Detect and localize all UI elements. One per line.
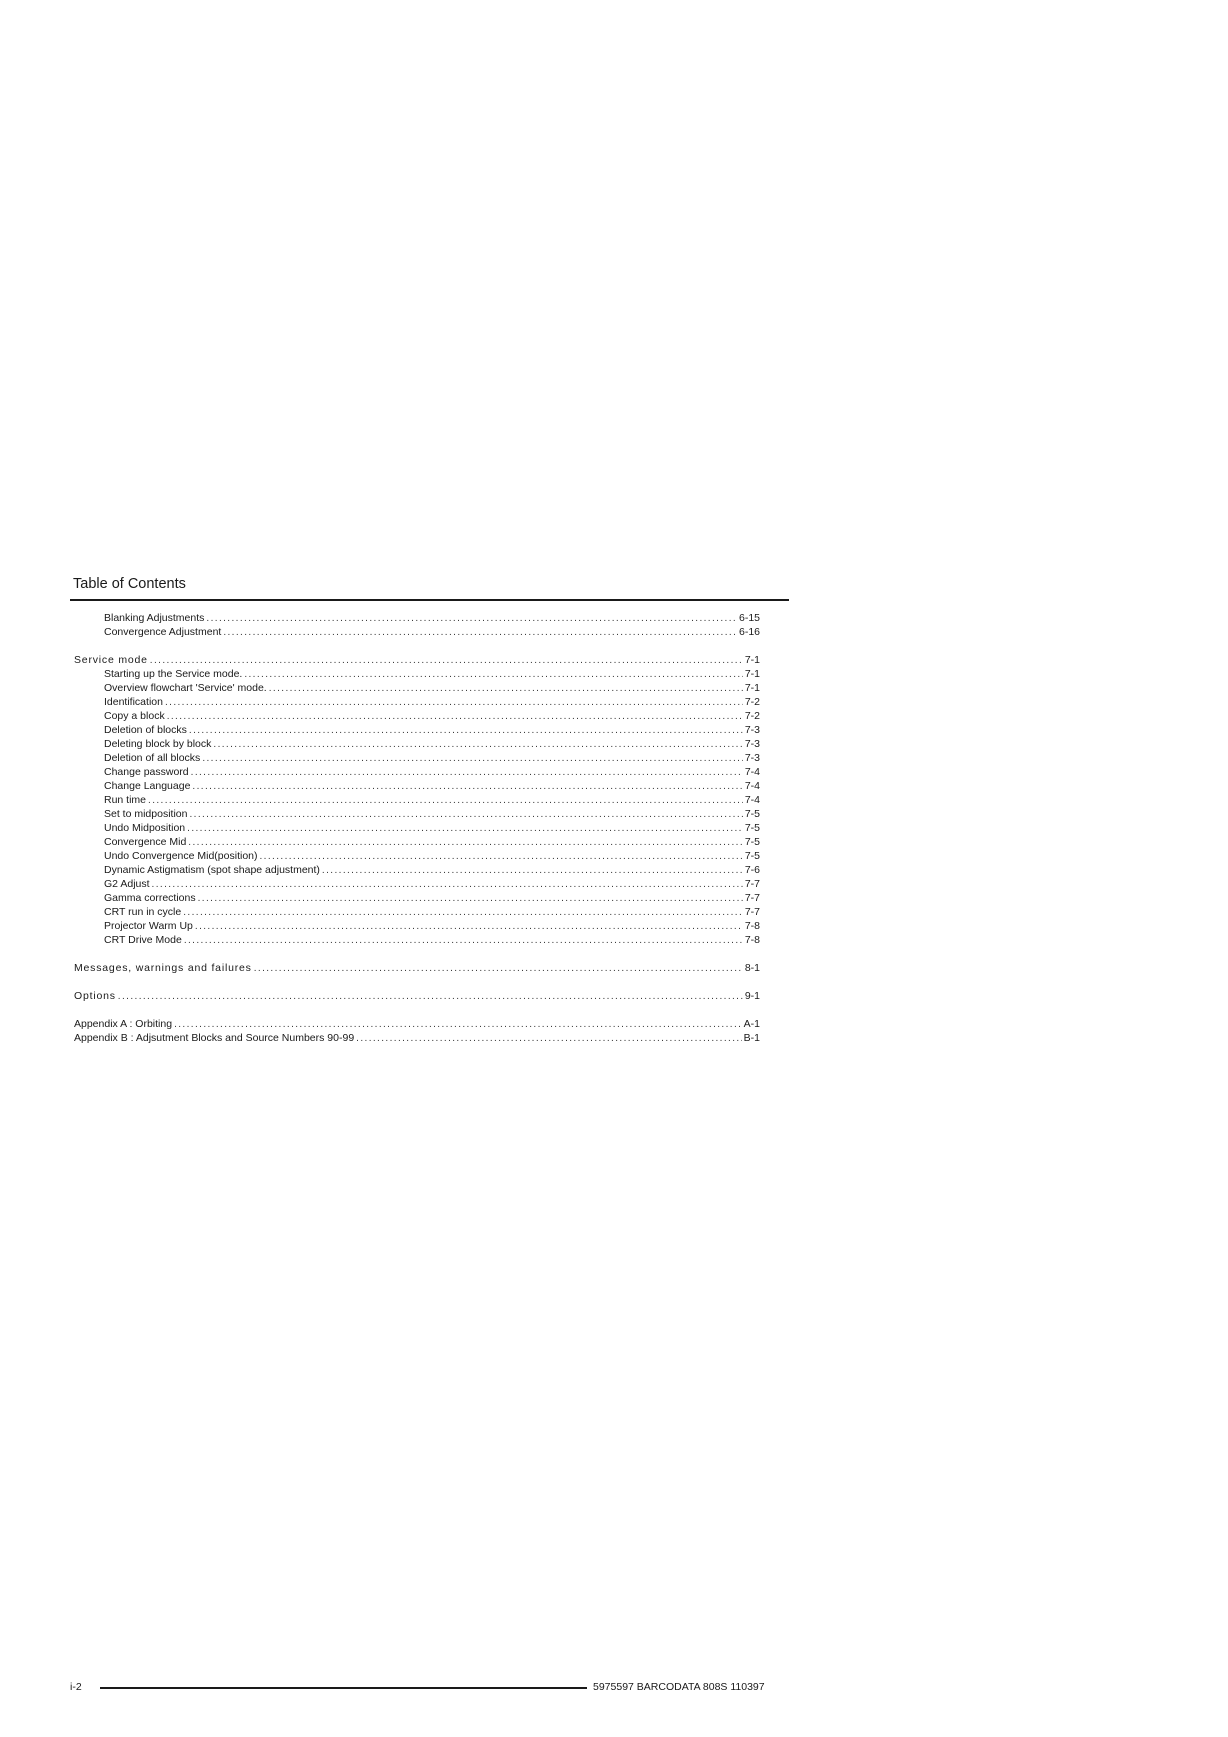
page-title: Table of Contents xyxy=(73,576,186,592)
toc-entry-leader xyxy=(189,724,743,737)
toc-entry[interactable] xyxy=(74,695,760,709)
toc-entry-label: CRT Drive Mode xyxy=(104,934,182,946)
toc-entry[interactable] xyxy=(74,989,760,1003)
toc-entry-leader xyxy=(167,710,743,723)
toc-entry-page: B-1 xyxy=(743,1032,760,1044)
toc-entry-leader xyxy=(183,906,743,919)
toc-entry[interactable] xyxy=(74,891,760,905)
toc-entry-label: Overview flowchart 'Service' mode. xyxy=(104,682,267,694)
toc-entry-leader xyxy=(192,780,742,793)
toc-entry-page: 7-4 xyxy=(744,794,760,806)
toc-entry-label: Gamma corrections xyxy=(104,892,196,904)
toc-entry[interactable] xyxy=(74,779,760,793)
footer-doc-id: 5975597 BARCODATA 808S 110397 xyxy=(593,1681,765,1693)
toc-entry-label: G2 Adjust xyxy=(104,878,150,890)
toc-entry-leader xyxy=(322,864,743,877)
toc-entry-leader xyxy=(223,626,737,639)
toc-entry-leader xyxy=(148,794,743,807)
toc-entry[interactable] xyxy=(74,933,760,947)
toc-entry-leader xyxy=(260,850,743,863)
toc-entry-page: 7-2 xyxy=(744,696,760,708)
toc-entry-leader xyxy=(187,822,743,835)
toc-entry-label: Set to midposition xyxy=(104,808,188,820)
toc-entry-page: 7-1 xyxy=(744,682,760,694)
toc-entry-page: 7-6 xyxy=(744,864,760,876)
toc-entry-page: 7-3 xyxy=(744,752,760,764)
toc-entry-label: Undo Midposition xyxy=(104,822,186,834)
toc-entry-label: Copy a block xyxy=(104,710,165,722)
toc-entry[interactable] xyxy=(74,765,760,779)
toc-entry-label: Appendix A : Orbiting xyxy=(74,1018,173,1030)
toc-entry-leader xyxy=(356,1032,742,1045)
toc-entry-page: 7-3 xyxy=(744,738,760,750)
toc-entry-label: Service mode xyxy=(74,654,148,666)
toc-entry[interactable] xyxy=(74,807,760,821)
toc-entry[interactable] xyxy=(74,961,760,975)
toc-entry[interactable] xyxy=(74,863,760,877)
footer-divider xyxy=(100,1687,587,1689)
footer-page-number: i-2 xyxy=(70,1681,82,1693)
toc-entry-page: 7-1 xyxy=(744,668,760,680)
toc-entry-page: 7-5 xyxy=(744,822,760,834)
toc-list xyxy=(74,611,760,1045)
toc-entry-page: 7-4 xyxy=(744,780,760,792)
toc-entry-label: Undo Convergence Mid(position) xyxy=(104,850,258,862)
toc-entry-label: Deleting block by block xyxy=(104,738,212,750)
toc-entry[interactable] xyxy=(74,737,760,751)
toc-entry[interactable] xyxy=(74,611,760,625)
toc-entry-label: Identification xyxy=(104,696,163,708)
toc-entry[interactable] xyxy=(74,667,760,681)
toc-entry-leader xyxy=(202,752,743,765)
toc-entry-leader xyxy=(184,934,743,947)
toc-entry-page: 7-1 xyxy=(744,654,760,666)
toc-entry-page: 7-7 xyxy=(744,892,760,904)
toc-entry-leader xyxy=(191,766,743,779)
toc-entry-page: 7-7 xyxy=(744,906,760,918)
toc-entry-label: Deletion of all blocks xyxy=(104,752,201,764)
toc-entry-leader xyxy=(165,696,743,709)
toc-entry-leader xyxy=(118,990,743,1003)
title-divider xyxy=(70,599,789,601)
toc-entry-label: Deletion of blocks xyxy=(104,724,187,736)
toc-entry-leader xyxy=(269,682,743,695)
toc-entry-page: 7-5 xyxy=(744,836,760,848)
toc-entry-leader xyxy=(189,808,742,821)
toc-entry-leader xyxy=(213,738,742,751)
toc-entry-leader xyxy=(174,1018,742,1031)
toc-entry[interactable] xyxy=(74,751,760,765)
toc-entry[interactable] xyxy=(74,723,760,737)
toc-entry-leader xyxy=(188,836,743,849)
toc-entry[interactable] xyxy=(74,905,760,919)
toc-entry-page: 8-1 xyxy=(744,962,760,974)
toc-entry-label: Convergence Mid xyxy=(104,836,187,848)
toc-entry-label: CRT run in cycle xyxy=(104,906,182,918)
toc-entry-label: Messages, warnings and failures xyxy=(74,962,252,974)
toc-entry-page: 7-8 xyxy=(744,934,760,946)
toc-entry[interactable] xyxy=(74,849,760,863)
toc-entry[interactable] xyxy=(74,653,760,667)
toc-entry-page: 7-8 xyxy=(744,920,760,932)
toc-entry-leader xyxy=(254,962,743,975)
toc-entry-leader xyxy=(198,892,743,905)
toc-entry-leader xyxy=(195,920,743,933)
toc-entry-leader xyxy=(244,668,742,681)
toc-entry[interactable] xyxy=(74,821,760,835)
toc-entry[interactable] xyxy=(74,1017,760,1031)
toc-entry-leader xyxy=(152,878,743,891)
toc-entry-label: Blanking Adjustments xyxy=(104,612,205,624)
toc-entry[interactable] xyxy=(74,1031,760,1045)
toc-entry-label: Options xyxy=(74,990,116,1002)
toc-entry[interactable] xyxy=(74,877,760,891)
toc-entry-label: Starting up the Service mode. xyxy=(104,668,243,680)
toc-entry[interactable] xyxy=(74,709,760,723)
toc-entry-page: 6-16 xyxy=(738,626,760,638)
toc-entry-page: A-1 xyxy=(743,1018,760,1030)
toc-entry-label: Projector Warm Up xyxy=(104,920,193,932)
toc-entry-page: 7-5 xyxy=(744,808,760,820)
toc-entry[interactable] xyxy=(74,681,760,695)
toc-entry-leader xyxy=(206,612,737,625)
toc-entry-page: 6-15 xyxy=(738,612,760,624)
toc-entry-page: 7-2 xyxy=(744,710,760,722)
toc-entry-label: Dynamic Astigmatism (spot shape adjustment) xyxy=(104,864,320,876)
toc-entry-page: 7-5 xyxy=(744,850,760,862)
toc-entry-label: Appendix B : Adjsutment Blocks and Source Numbers 90-99 xyxy=(74,1032,355,1044)
toc-entry-page: 7-3 xyxy=(744,724,760,736)
toc-entry-leader xyxy=(150,654,743,667)
toc-entry-label: Change password xyxy=(104,766,189,778)
toc-entry-page: 7-7 xyxy=(744,878,760,890)
toc-entry-page: 9-1 xyxy=(744,990,760,1002)
toc-entry-page: 7-4 xyxy=(744,766,760,778)
toc-entry[interactable] xyxy=(74,919,760,933)
toc-entry[interactable] xyxy=(74,793,760,807)
toc-entry[interactable] xyxy=(74,625,760,639)
toc-entry[interactable] xyxy=(74,835,760,849)
toc-entry-label: Run time xyxy=(104,794,147,806)
toc-entry-label: Convergence Adjustment xyxy=(104,626,222,638)
toc-entry-label: Change Language xyxy=(104,780,191,792)
